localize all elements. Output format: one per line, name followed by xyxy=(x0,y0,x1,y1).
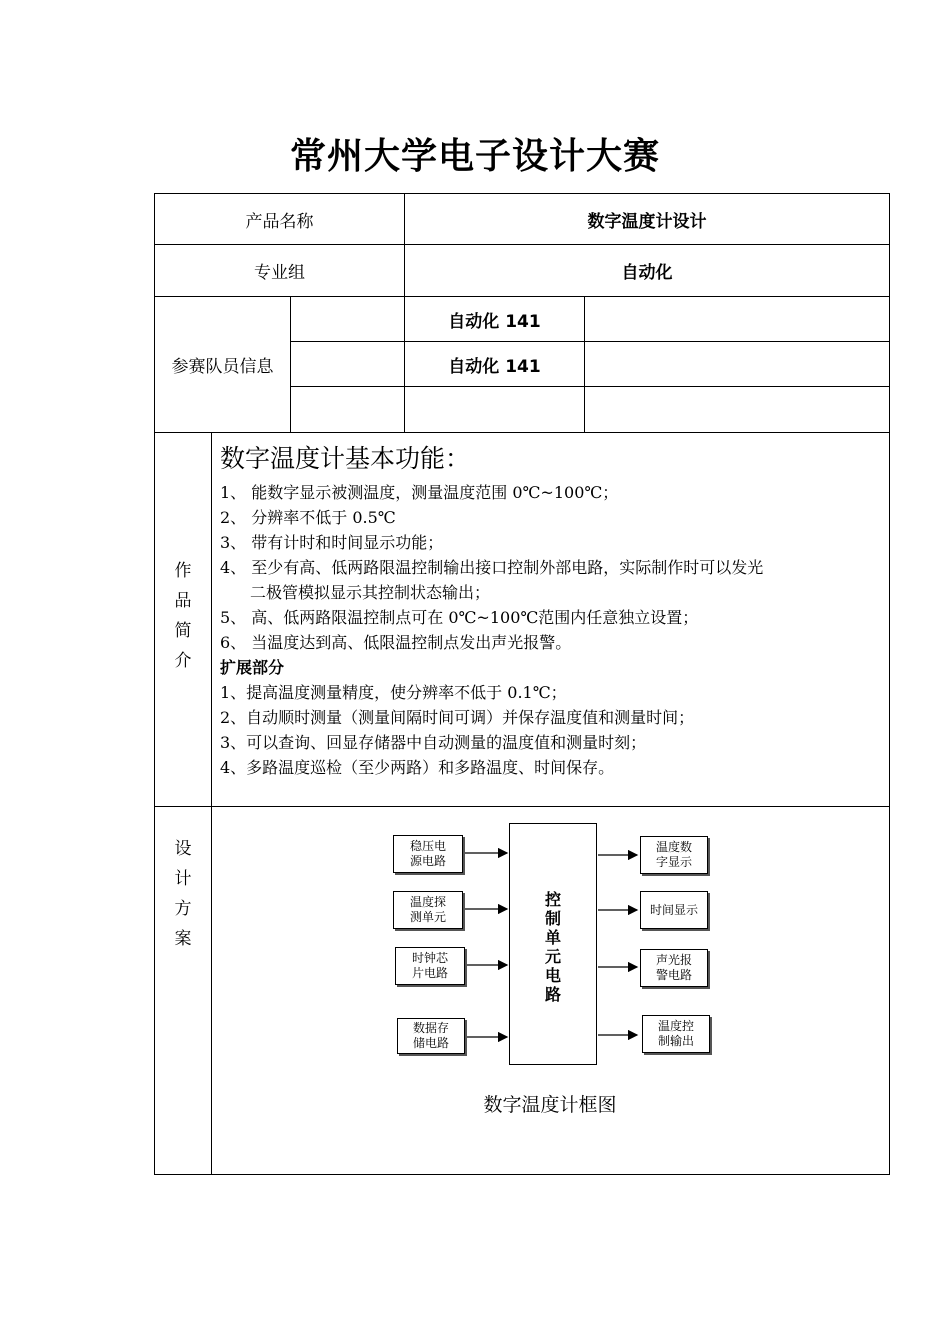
extension-heading: 扩展部分 xyxy=(220,658,285,677)
member-class-3 xyxy=(405,387,584,432)
intro-heading: 数字温度计基本功能： xyxy=(220,444,471,473)
design-label-char: 方 xyxy=(174,899,192,919)
time-display-block: 时间显示 xyxy=(640,891,708,929)
extension-item: 3、可以查询、回显存储器中自动测量的温度值和测量时刻； xyxy=(220,733,647,752)
diagram-caption: 数字温度计框图 xyxy=(483,1094,617,1116)
team-label: 参赛队员信息 xyxy=(171,357,274,377)
block-diagram xyxy=(390,815,720,1075)
basic-item-continued: 二极管模拟显示其控制状态输出； xyxy=(250,583,491,602)
design-label-char: 计 xyxy=(174,869,192,889)
basic-item: 3、 带有计时和时间显示功能； xyxy=(220,533,444,552)
temperature-display-block: 温度数 字显示 xyxy=(640,836,708,874)
clock-chip-block: 时钟芯 片电路 xyxy=(395,947,465,985)
extension-item: 1、提高温度测量精度，使分辨率不低于 0.1℃； xyxy=(220,683,567,702)
extension-item: 2、自动顺时测量（测量间隔时间可调）并保存温度值和测量时间； xyxy=(220,708,695,727)
major-value: 自动化 xyxy=(621,263,673,283)
temperature-probe-block: 温度探 测单元 xyxy=(393,891,463,929)
intro-label-char: 作 xyxy=(174,561,192,581)
major-label: 专业组 xyxy=(254,263,305,283)
basic-item: 1、 能数字显示被测温度，测量温度范围 0℃~100℃； xyxy=(220,483,619,502)
design-label-char: 案 xyxy=(174,929,192,949)
basic-item: 2、 分辨率不低于 0.5℃ xyxy=(220,508,396,527)
data-storage-block: 数据存 储电路 xyxy=(397,1018,465,1054)
product-name-label: 产品名称 xyxy=(245,211,314,232)
control-unit-block: 控 制 单 元 电 路 xyxy=(509,823,597,1065)
page-title: 常州大学电子设计大赛 xyxy=(289,136,660,177)
intro-content xyxy=(220,440,885,780)
member-class-2: 自动化 141 xyxy=(448,356,541,377)
design-label-char: 设 xyxy=(174,839,192,859)
member-class-1: 自动化 141 xyxy=(448,311,541,332)
power-supply-block: 稳压电 源电路 xyxy=(393,835,463,873)
basic-item: 6、 当温度达到高、低限温控制点发出声光报警。 xyxy=(220,633,572,652)
product-name-value: 数字温度计设计 xyxy=(587,211,707,232)
intro-label-char: 简 xyxy=(174,621,192,641)
basic-item: 5、 高、低两路限温控制点可在 0℃~100℃范围内任意独立设置； xyxy=(220,608,699,627)
intro-label-char: 介 xyxy=(174,651,192,671)
basic-item: 4、 至少有高、低两路限温控制输出接口控制外部电路，实际制作时可以发光 xyxy=(220,558,764,577)
intro-label-char: 品 xyxy=(174,591,192,611)
temperature-control-output-block: 温度控 制输出 xyxy=(642,1015,710,1053)
extension-item: 4、多路温度巡检（至少两路）和多路温度、时间保存。 xyxy=(220,758,615,777)
alarm-circuit-block: 声光报 警电路 xyxy=(640,949,708,987)
